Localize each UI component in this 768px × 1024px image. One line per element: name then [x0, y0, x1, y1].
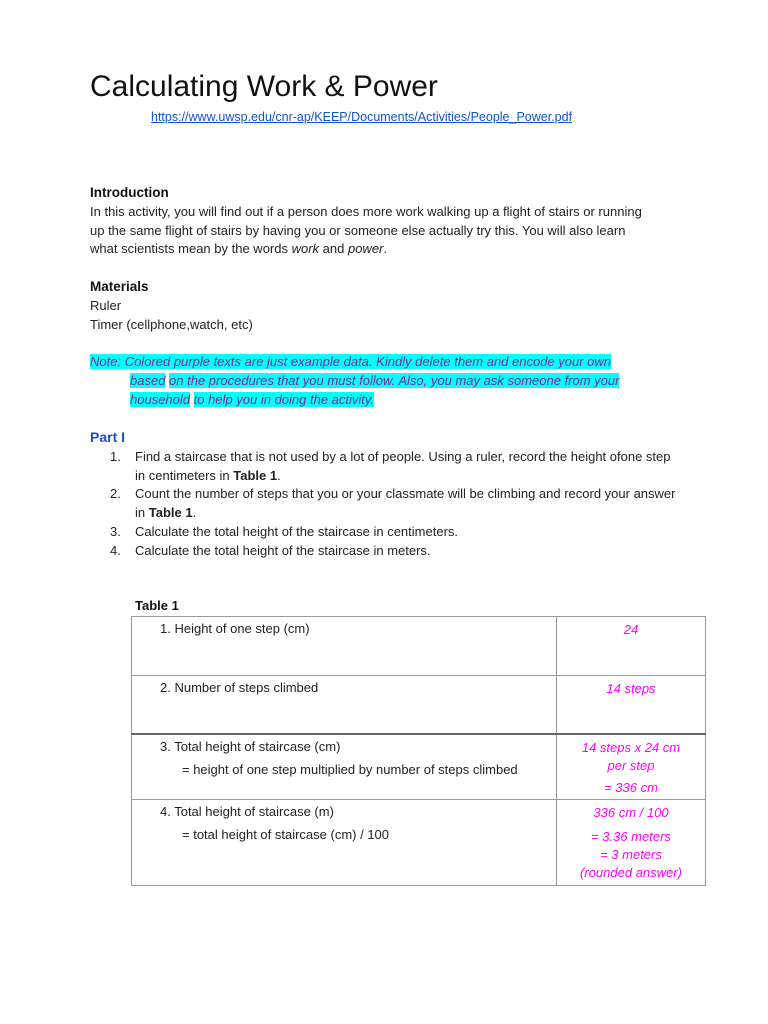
- step-text: Calculate the total height of the staircase in centimeters.: [135, 523, 459, 539]
- introduction-paragraph: [90, 203, 678, 259]
- procedure-step: [110, 542, 678, 561]
- source-link[interactable]: https://www.uwsp.edu/cnr-ap/KEEP/Documents/Activities/People_Power.pdf: [151, 110, 573, 124]
- procedure-list: [110, 448, 678, 560]
- introduction-text: and: [319, 241, 348, 257]
- note-highlight: to help you in doing the activity.: [193, 392, 375, 407]
- step-number: 1.: [110, 449, 121, 464]
- note-callout: [90, 352, 678, 409]
- step-number: 4.: [110, 542, 121, 558]
- row-value: per step: [607, 757, 655, 773]
- step-table-ref: Table 1: [148, 505, 193, 521]
- term-power: power: [347, 241, 384, 257]
- note-line: [90, 352, 678, 371]
- row-formula: = total height of staircase (cm) / 100: [182, 827, 390, 842]
- step-text-end: .: [277, 467, 281, 483]
- procedure-step: [110, 485, 678, 522]
- row-label: 4. Total height of staircase (m): [160, 804, 334, 819]
- note-line: [90, 390, 678, 409]
- row-label: 2. Number of steps climbed: [160, 680, 319, 695]
- row-label: 3. Total height of staircase (cm): [160, 738, 341, 754]
- material-item: Timer (cellphone,watch, etc): [90, 316, 253, 332]
- note-highlight: on the procedures that you must follow. Also, you may ask someone from your: [169, 373, 620, 388]
- row-label-cell: [132, 676, 557, 734]
- introduction-heading: Introduction: [90, 185, 169, 200]
- row-value: = 336 cm: [604, 779, 658, 795]
- step-text-end: .: [192, 505, 197, 521]
- introduction-text: what scientists mean by the words: [90, 241, 292, 257]
- row-value: (rounded answer): [580, 865, 682, 880]
- row-label: 1. Height of one step (cm): [160, 621, 310, 636]
- row-value: 14 steps: [606, 681, 656, 696]
- row-formula: = height of one step multiplied by number of steps climbed: [182, 761, 518, 777]
- page-title: Calculating Work & Power: [90, 70, 438, 103]
- procedure-step: [110, 523, 678, 542]
- part-1-heading: Part I: [90, 429, 126, 445]
- note-highlight: household: [130, 392, 190, 407]
- introduction-line: [90, 240, 678, 259]
- row-value-cell[interactable]: [556, 800, 705, 886]
- row-value-cell[interactable]: [556, 734, 705, 800]
- materials-heading: Materials: [90, 279, 149, 294]
- row-value: 336 cm / 100: [593, 805, 669, 820]
- term-work: work: [291, 241, 320, 257]
- step-text: Calculate the total height of the staircase in meters.: [135, 542, 431, 558]
- step-table-ref: Table 1: [233, 467, 278, 483]
- row-value: 14 steps x 24 cm: [581, 739, 681, 755]
- row-label-cell: [132, 800, 557, 886]
- introduction-line: In this activity, you will find out if a person does more work walking up a flight of stairs or running: [90, 204, 642, 219]
- note-highlight: Note: Colored purple texts are just example data. Kindly delete them and encode your own: [90, 354, 612, 369]
- row-value: = 3.36 meters: [591, 829, 671, 844]
- table-row: [132, 734, 706, 800]
- table-1: [131, 616, 706, 886]
- introduction-line: up the same flight of stairs by having you or someone else actually try this. You will also learn: [90, 222, 626, 238]
- step-number: 2.: [110, 486, 121, 502]
- note-highlight: based: [130, 373, 166, 388]
- step-number: 3.: [110, 523, 121, 539]
- step-text: Count the number of steps that you or your classmate will be climbing and record your answer in: [135, 486, 676, 521]
- row-value-cell[interactable]: [556, 676, 705, 734]
- procedure-step: [110, 448, 678, 485]
- row-label-cell: [132, 617, 557, 676]
- row-value: 24: [623, 622, 639, 637]
- table-row: [132, 617, 706, 676]
- table-row: [132, 800, 706, 886]
- materials-list: [90, 297, 253, 334]
- step-text: Find a staircase that is not used by a lot of people. Using a ruler, record the height ofone step in centimeters in: [135, 449, 671, 483]
- row-value-cell[interactable]: [556, 617, 705, 676]
- table-1-caption: Table 1: [135, 598, 179, 613]
- introduction-text: .: [383, 241, 388, 257]
- row-value: = 3 meters: [600, 847, 662, 862]
- table-row: [132, 676, 706, 734]
- note-line: [90, 371, 678, 390]
- row-label-cell: [132, 734, 557, 800]
- material-item: Ruler: [90, 298, 122, 313]
